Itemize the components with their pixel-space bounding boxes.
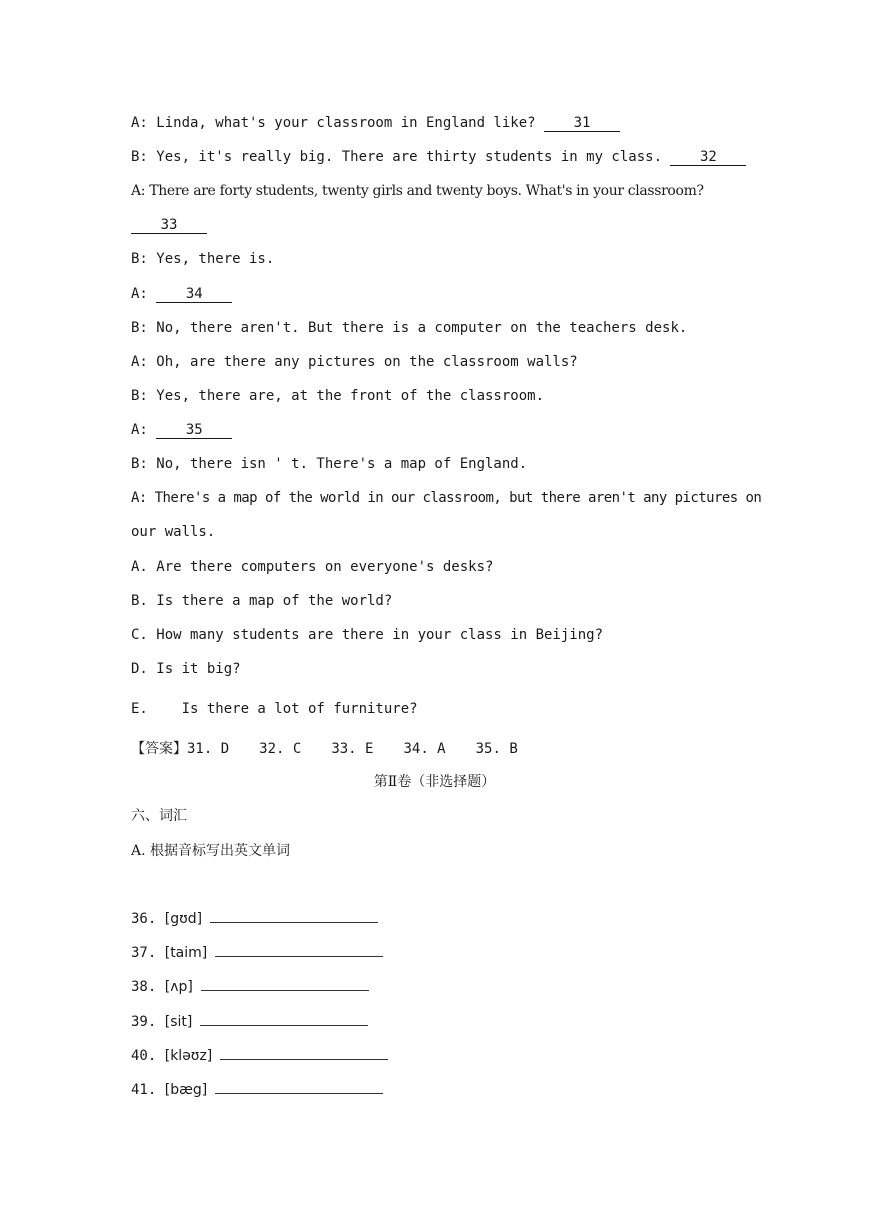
phonetic-symbol: [kləʊz]	[164, 1048, 213, 1064]
answer-label: 【答案】	[131, 741, 187, 757]
section-heading: 六、词汇	[131, 808, 187, 824]
phonetic-item-38: 38. [ʌp]	[131, 977, 369, 996]
blank-32: 32	[670, 150, 746, 166]
dialogue-line-6: A: 34	[131, 285, 232, 303]
dialogue-line-7: B: No, there aren't. But there is a computer on the teachers desk.	[131, 320, 688, 336]
phonetic-symbol: [ʌp]	[164, 979, 193, 995]
dialogue-line-5: B: Yes, there is.	[131, 251, 275, 267]
dialogue-line-2: B: Yes, it's really big. There are thirty students in my class. 32	[131, 148, 746, 166]
phonetic-item-40: 40. [kləʊz]	[131, 1046, 388, 1065]
dialogue-line-9: B: Yes, there are, at the front of the classroom.	[131, 388, 545, 404]
answer-line-40[interactable]	[220, 1046, 388, 1060]
blank-35: 35	[156, 423, 232, 439]
answer-34: 34. A	[403, 741, 446, 757]
phonetic-item-36: 36. [gʊd]	[131, 909, 378, 928]
answer-32: 32. C	[259, 741, 302, 757]
answer-key	[131, 740, 518, 758]
answer-31: 31. D	[187, 741, 230, 757]
option-d: D. Is it big?	[131, 661, 241, 677]
phonetic-symbol: [taim]	[164, 945, 208, 961]
phonetic-symbol: [gʊd]	[164, 911, 203, 927]
dialogue-line-4	[131, 216, 207, 234]
blank-33: 33	[131, 218, 207, 234]
dialogue-line-1: A: Linda, what's your classroom in England like? 31	[131, 114, 620, 132]
answer-33: 33. E	[331, 741, 374, 757]
blank-34: 34	[156, 287, 232, 303]
answer-line-38[interactable]	[201, 977, 369, 991]
option-e: E. Is there a lot of furniture?	[131, 701, 418, 717]
answer-35: 35. B	[475, 741, 518, 757]
phonetic-item-41: 41. [bæg]	[131, 1080, 383, 1099]
option-b: B. Is there a map of the world?	[131, 593, 393, 609]
dialogue-line-13: our walls.	[131, 524, 216, 540]
section-subheading: A. 根据音标写出英文单词	[131, 843, 291, 859]
dialogue-line-3: A: There are forty students, twenty girls and twenty boys. What's in your classroom?	[131, 183, 704, 199]
answer-line-41[interactable]	[215, 1080, 383, 1094]
dialogue-line-8: A: Oh, are there any pictures on the classroom walls?	[131, 354, 578, 370]
option-a: A. Are there computers on everyone's desks?	[131, 559, 494, 575]
dialogue-line-11: B: No, there isn ' t. There's a map of England.	[131, 456, 528, 472]
answer-line-36[interactable]	[210, 909, 378, 923]
answer-line-39[interactable]	[200, 1012, 368, 1026]
phonetic-symbol: [bæg]	[164, 1082, 208, 1098]
section-title: 第Ⅱ卷（非选择题）	[373, 774, 496, 790]
phonetic-symbol: [sit]	[164, 1014, 193, 1030]
blank-31: 31	[544, 116, 620, 132]
phonetic-item-37: 37. [taim]	[131, 943, 383, 962]
dialogue-line-12: A: There's a map of the world in our classroom, but there aren't any pictures on	[131, 490, 762, 506]
answer-line-37[interactable]	[215, 943, 383, 957]
option-c: C. How many students are there in your class in Beijing?	[131, 627, 604, 643]
phonetic-item-39: 39. [sit]	[131, 1012, 368, 1031]
dialogue-line-10: A: 35	[131, 421, 232, 439]
